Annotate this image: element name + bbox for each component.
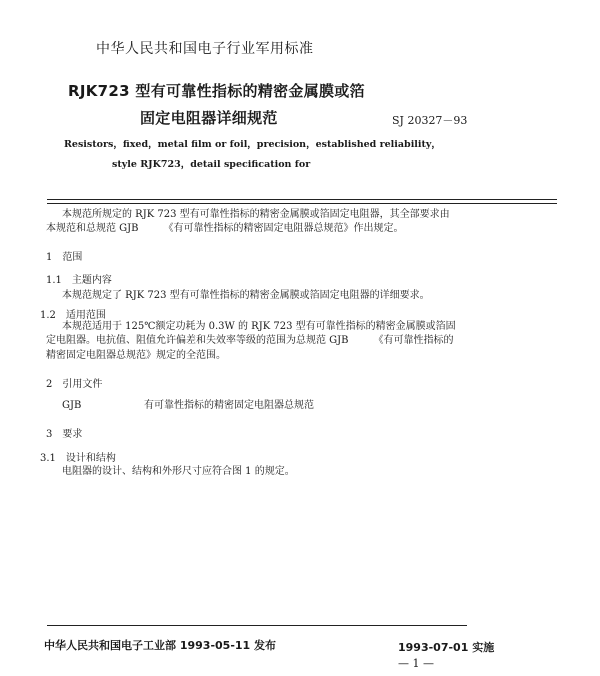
reference-code: GJB xyxy=(62,400,82,411)
section-3-heading: 3 要求 xyxy=(46,429,83,440)
intro-paragraph-line1: 本规范所规定的 RJK 723 型有可靠性指标的精密金属膜或箔固定电阻器，其全部要求由 xyxy=(62,209,450,220)
section-1-2-text-line3: 精密固定电阻器总规范》规定的全范围。 xyxy=(46,350,226,361)
footer-divider xyxy=(47,625,467,626)
section-3-1-heading: 3.1 设计和结构 xyxy=(40,453,116,464)
issued-by: 中华人民共和国电子工业部 1993-05-11 发布 xyxy=(44,639,277,652)
industry-standard-header: 中华人民共和国电子行业军用标准 xyxy=(96,41,314,57)
english-title-line1: Resistors，fixed，metal film or foil，precision，established reliability， xyxy=(64,139,441,150)
section-1-1-heading: 1.1 主题内容 xyxy=(46,275,112,286)
section-1-2-text-line1: 本规范适用于 125℃额定功耗为 0.3W 的 RJK 723 型有可靠性指标的精密金属膜或箔固 xyxy=(62,321,456,332)
english-title-line2: style RJK723，detail specification for xyxy=(112,159,311,170)
section-3-1-text: 电阻器的设计、结构和外形尺寸应符合图 1 的规定。 xyxy=(62,466,295,477)
section-1-heading: 1 范围 xyxy=(46,252,83,263)
section-2-heading: 2 引用文件 xyxy=(46,379,103,390)
section-1-2-heading: 1.2 适用范围 xyxy=(40,310,106,321)
reference-title: 有可靠性指标的精密固定电阻器总规范 xyxy=(144,400,314,411)
header-divider-thin xyxy=(47,199,557,200)
document-title-line1: RJK723 型有可靠性指标的精密金属膜或箔 xyxy=(68,82,365,100)
header-divider-thick xyxy=(47,203,557,204)
section-1-1-text: 本规范规定了 RJK 723 型有可靠性指标的精密金属膜或箔固定电阻器的详细要求。 xyxy=(62,290,430,301)
page-number: — 1 — xyxy=(398,657,434,670)
effective-date: 1993-07-01 实施 xyxy=(398,641,495,654)
intro-paragraph-line2: 本规范和总规范 GJB 《有可靠性指标的精密固定电阻器总规范》作出规定。 xyxy=(46,223,404,234)
standard-code: SJ 20327－93 xyxy=(392,114,468,127)
section-1-2-text-line2: 定电阻器。电抗值、阻值允许偏差和失效率等级的范围为总规范 GJB 《有可靠性指标的 xyxy=(46,335,454,346)
document-title-line2: 固定电阻器详细规范 xyxy=(140,109,278,127)
